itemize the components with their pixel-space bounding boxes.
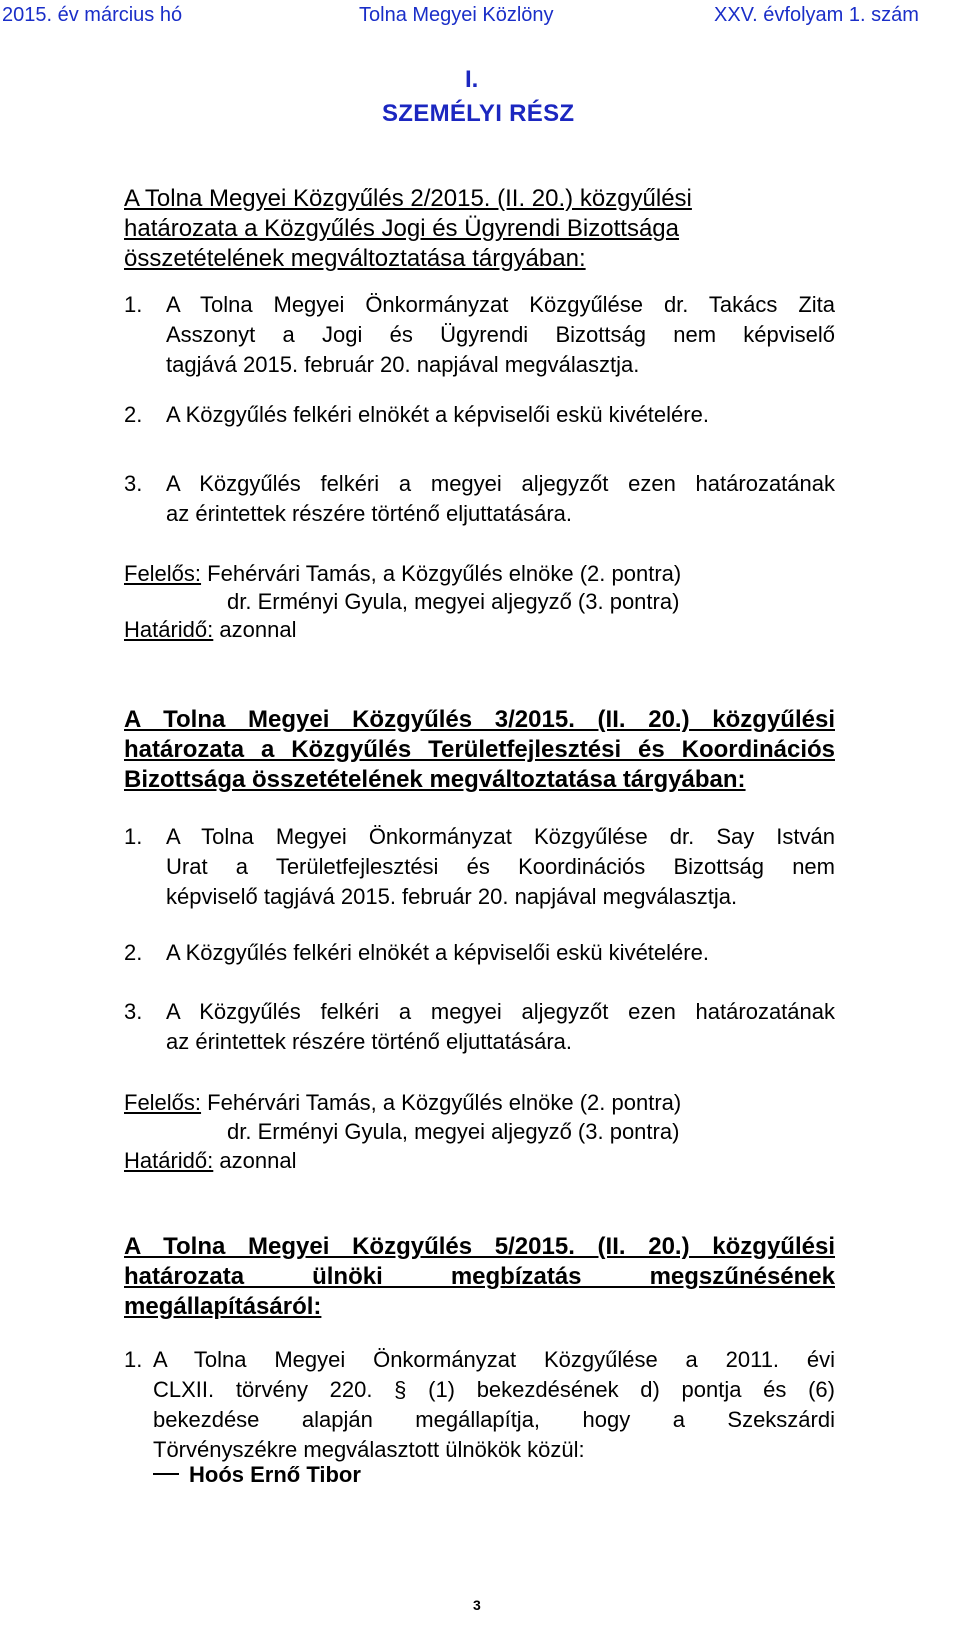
named-person-item — [153, 1462, 361, 1488]
named-person: Hoós Ernő Tibor — [189, 1462, 361, 1487]
deadline-label: Határidő: — [124, 617, 214, 642]
resolution-item — [124, 469, 835, 529]
resolution-title — [124, 705, 835, 795]
resolution-title-line: A Tolna Megyei Közgyűlés 3/2015. (II. 20.) közgyűlési — [124, 706, 835, 733]
responsible-line — [124, 1088, 681, 1118]
resolution-title-line: megállapításáról: — [124, 1293, 322, 1320]
responsible-person: Fehérvári Tamás, a Közgyűlés elnöke (2. pontra) — [207, 1090, 682, 1115]
responsible-line — [227, 587, 679, 617]
item-text-line: A Közgyűlés felkéri a megyei aljegyzőt ezen határozatának — [166, 471, 835, 496]
header-volume: XXV. évfolyam 1. szám — [714, 4, 919, 26]
resolution-item — [124, 997, 835, 1057]
responsible-person: dr. Erményi Gyula, megyei aljegyző (3. pontra) — [227, 589, 680, 614]
resolution-item — [124, 1345, 835, 1465]
deadline-line — [124, 615, 296, 645]
resolution-item — [124, 822, 835, 912]
item-number: 1. — [124, 292, 143, 317]
item-number: 2. — [124, 940, 143, 965]
item-text-line: A Tolna Megyei Önkormányzat Közgyűlése a 2011. évi — [153, 1347, 835, 1372]
resolution-title-line: határozata a Közgyűlés Területfejlesztési és Koordinációs — [124, 736, 835, 763]
responsible-label: Felelős: — [124, 561, 202, 586]
header-date: 2015. év március hó — [2, 4, 183, 26]
item-text-line: képviselő tagjává 2015. február 20. napjával megválasztja. — [166, 884, 738, 909]
item-text-line: A Közgyűlés felkéri elnökét a képviselői eskü kivételére. — [166, 940, 709, 965]
resolution-item — [124, 290, 835, 380]
responsible-person: dr. Erményi Gyula, megyei aljegyző (3. pontra) — [227, 1119, 680, 1144]
item-text-line: CLXII. törvény 220. § (1) bekezdésének d) pontja és (6) — [153, 1377, 835, 1402]
responsible-label: Felelős: — [124, 1090, 202, 1115]
item-text-line: bekezdése alapján megállapítja, hogy a Szekszárdi — [153, 1407, 835, 1432]
deadline-line — [124, 1146, 296, 1176]
item-text-line: Urat a Területfejlesztési és Koordinációs Bizottság nem — [166, 854, 835, 879]
resolution-title — [124, 1232, 835, 1322]
item-text-line: A Tolna Megyei Önkormányzat Közgyűlése dr. Say István — [166, 824, 835, 849]
item-text-line: Asszonyt a Jogi és Ügyrendi Bizottság nem képviselő — [166, 322, 835, 347]
deadline-value: azonnal — [219, 1148, 297, 1173]
page-number: 3 — [473, 1597, 481, 1613]
item-text-line: A Közgyűlés felkéri a megyei aljegyzőt ezen határozatának — [166, 999, 835, 1024]
item-text-line: tagjává 2015. február 20. napjával megválasztja. — [166, 352, 640, 377]
item-text-line: az érintettek részére történő eljuttatására. — [166, 501, 572, 526]
resolution-item — [124, 938, 835, 968]
resolution-title-line: A Tolna Megyei Közgyűlés 2/2015. (II. 20.) közgyűlési — [124, 185, 692, 212]
responsible-person: Fehérvári Tamás, a Közgyűlés elnöke (2. pontra) — [207, 561, 682, 586]
resolution-title-line: Bizottsága összetételének megváltoztatása tárgyában: — [124, 766, 746, 793]
responsible-line — [227, 1117, 679, 1147]
resolution-title-line: határozata ülnöki megbízatás megszűnésének — [124, 1263, 835, 1290]
deadline-value: azonnal — [219, 617, 297, 642]
resolution-title-line: határozata a Közgyűlés Jogi és Ügyrendi Bizottsága — [124, 215, 679, 242]
item-text-line: az érintettek részére történő eljuttatására. — [166, 1029, 572, 1054]
page-header — [0, 0, 960, 34]
dash-bullet-icon — [153, 1473, 179, 1475]
resolution-title — [124, 184, 835, 274]
item-number: 1. — [124, 1347, 143, 1372]
item-number: 3. — [124, 999, 143, 1024]
resolution-item — [124, 400, 835, 430]
responsible-line — [124, 559, 681, 589]
item-number: 1. — [124, 824, 143, 849]
item-text-line: A Tolna Megyei Önkormányzat Közgyűlése dr. Takács Zita — [166, 292, 835, 317]
resolution-title-line: összetételének megváltoztatása tárgyában: — [124, 245, 586, 272]
item-text-line: Törvényszékre megválasztott ülnökök közül: — [153, 1437, 585, 1462]
item-number: 3. — [124, 471, 143, 496]
item-text-line: A Közgyűlés felkéri elnökét a képviselői eskü kivételére. — [166, 402, 709, 427]
section-number: I. — [465, 66, 479, 93]
deadline-label: Határidő: — [124, 1148, 214, 1173]
resolution-title-line: A Tolna Megyei Közgyűlés 5/2015. (II. 20.) közgyűlési — [124, 1233, 835, 1260]
section-title: SZEMÉLYI RÉSZ — [382, 100, 575, 127]
header-journal-title: Tolna Megyei Közlöny — [359, 4, 554, 26]
item-number: 2. — [124, 402, 143, 427]
